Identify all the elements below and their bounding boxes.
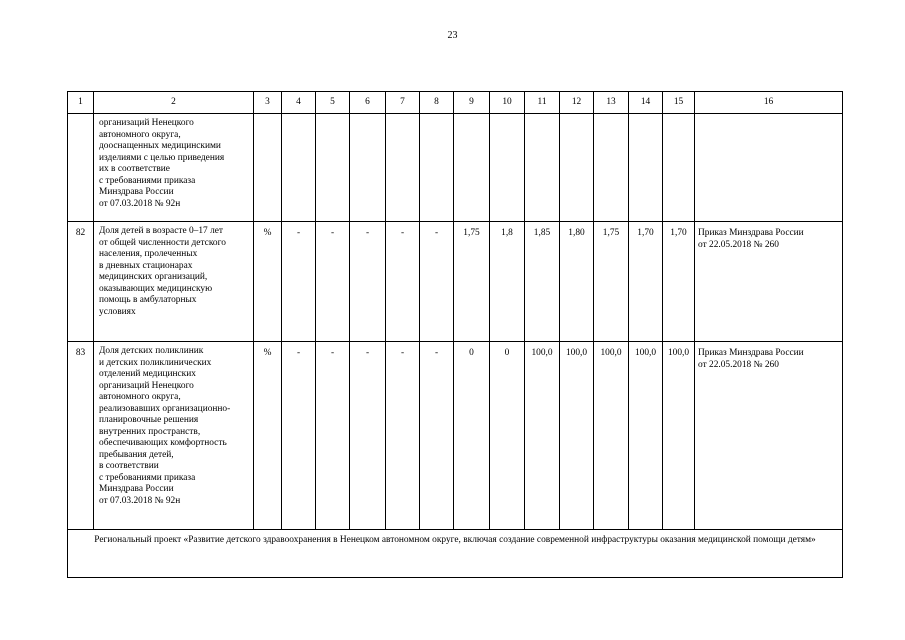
header-cell: 4 <box>282 92 316 114</box>
indicator-name: Доля детских поликлиник и детских поликлинических отделений медицинских организаций Ненецкого автономного округа, реализовавших организационно- планировочные решения внутренних пространств, обеспечивающих комфортность пребывания детей, в соответствии с требованиями приказа Минздрава России от 07.03.2018 № 92н <box>94 342 254 530</box>
table-row <box>68 222 843 342</box>
header-cell: 3 <box>254 92 282 114</box>
header-cell: 11 <box>525 92 560 114</box>
value-cell: - <box>350 342 386 530</box>
section-row <box>68 530 843 578</box>
header-cell: 16 <box>695 92 843 114</box>
row-number: 83 <box>68 342 94 530</box>
value-cell: 1,70 <box>663 222 695 342</box>
value-cell: - <box>386 342 420 530</box>
value-cell: 1,75 <box>454 222 490 342</box>
value-cell: 0 <box>454 342 490 530</box>
value-cell: 1,70 <box>629 222 663 342</box>
value-cell: 0 <box>490 342 525 530</box>
header-cell: 8 <box>420 92 454 114</box>
indicator-name: Доля детей в возрасте 0–17 лет от общей численности детского населения, пролеченных в дневных стационарах медицинских организаций, оказывающих медицинскую помощь в амбулаторных условиях <box>94 222 254 342</box>
header-cell: 10 <box>490 92 525 114</box>
header-cell: 12 <box>560 92 594 114</box>
header-cell: 1 <box>68 92 94 114</box>
row-number: 82 <box>68 222 94 342</box>
header-cell: 13 <box>594 92 629 114</box>
indicators-table <box>67 91 843 578</box>
header-cell: 15 <box>663 92 695 114</box>
value-cell: - <box>282 342 316 530</box>
value-cell: - <box>420 342 454 530</box>
value-cell: - <box>386 222 420 342</box>
page-number: 23 <box>447 30 458 41</box>
table-row <box>68 342 843 530</box>
value-cell: - <box>350 222 386 342</box>
value-cell: 1,85 <box>525 222 560 342</box>
value-cell: - <box>316 342 350 530</box>
header-cell: 6 <box>350 92 386 114</box>
header-cell: 9 <box>454 92 490 114</box>
unit-cell: % <box>254 342 282 530</box>
continuation-row <box>68 114 843 222</box>
header-cell: 14 <box>629 92 663 114</box>
reference-cell: Приказ Минздрава России от 22.05.2018 № 260 <box>695 222 843 342</box>
value-cell: 100,0 <box>629 342 663 530</box>
regional-project-title: Региональный проект «Развитие детского здравоохранения в Ненецком автономном округе, включая создание современной инфраструктуры оказания медицинской помощи детям» <box>68 530 843 578</box>
value-cell: 100,0 <box>663 342 695 530</box>
header-cell: 7 <box>386 92 420 114</box>
value-cell: - <box>420 222 454 342</box>
value-cell: - <box>316 222 350 342</box>
value-cell: 100,0 <box>594 342 629 530</box>
value-cell: 1,80 <box>560 222 594 342</box>
value-cell: 100,0 <box>525 342 560 530</box>
value-cell: 1,8 <box>490 222 525 342</box>
header-row <box>68 92 843 114</box>
unit-cell: % <box>254 222 282 342</box>
value-cell: 100,0 <box>560 342 594 530</box>
header-cell: 2 <box>94 92 254 114</box>
value-cell: - <box>282 222 316 342</box>
continuation-text: организаций Ненецкого автономного округа, дооснащенных медицинскими изделиями с целью приведения их в соответствие с требованиями приказа Минздрава России от 07.03.2018 № 92н <box>94 114 254 222</box>
value-cell: 1,75 <box>594 222 629 342</box>
reference-cell: Приказ Минздрава России от 22.05.2018 № 260 <box>695 342 843 530</box>
header-cell: 5 <box>316 92 350 114</box>
